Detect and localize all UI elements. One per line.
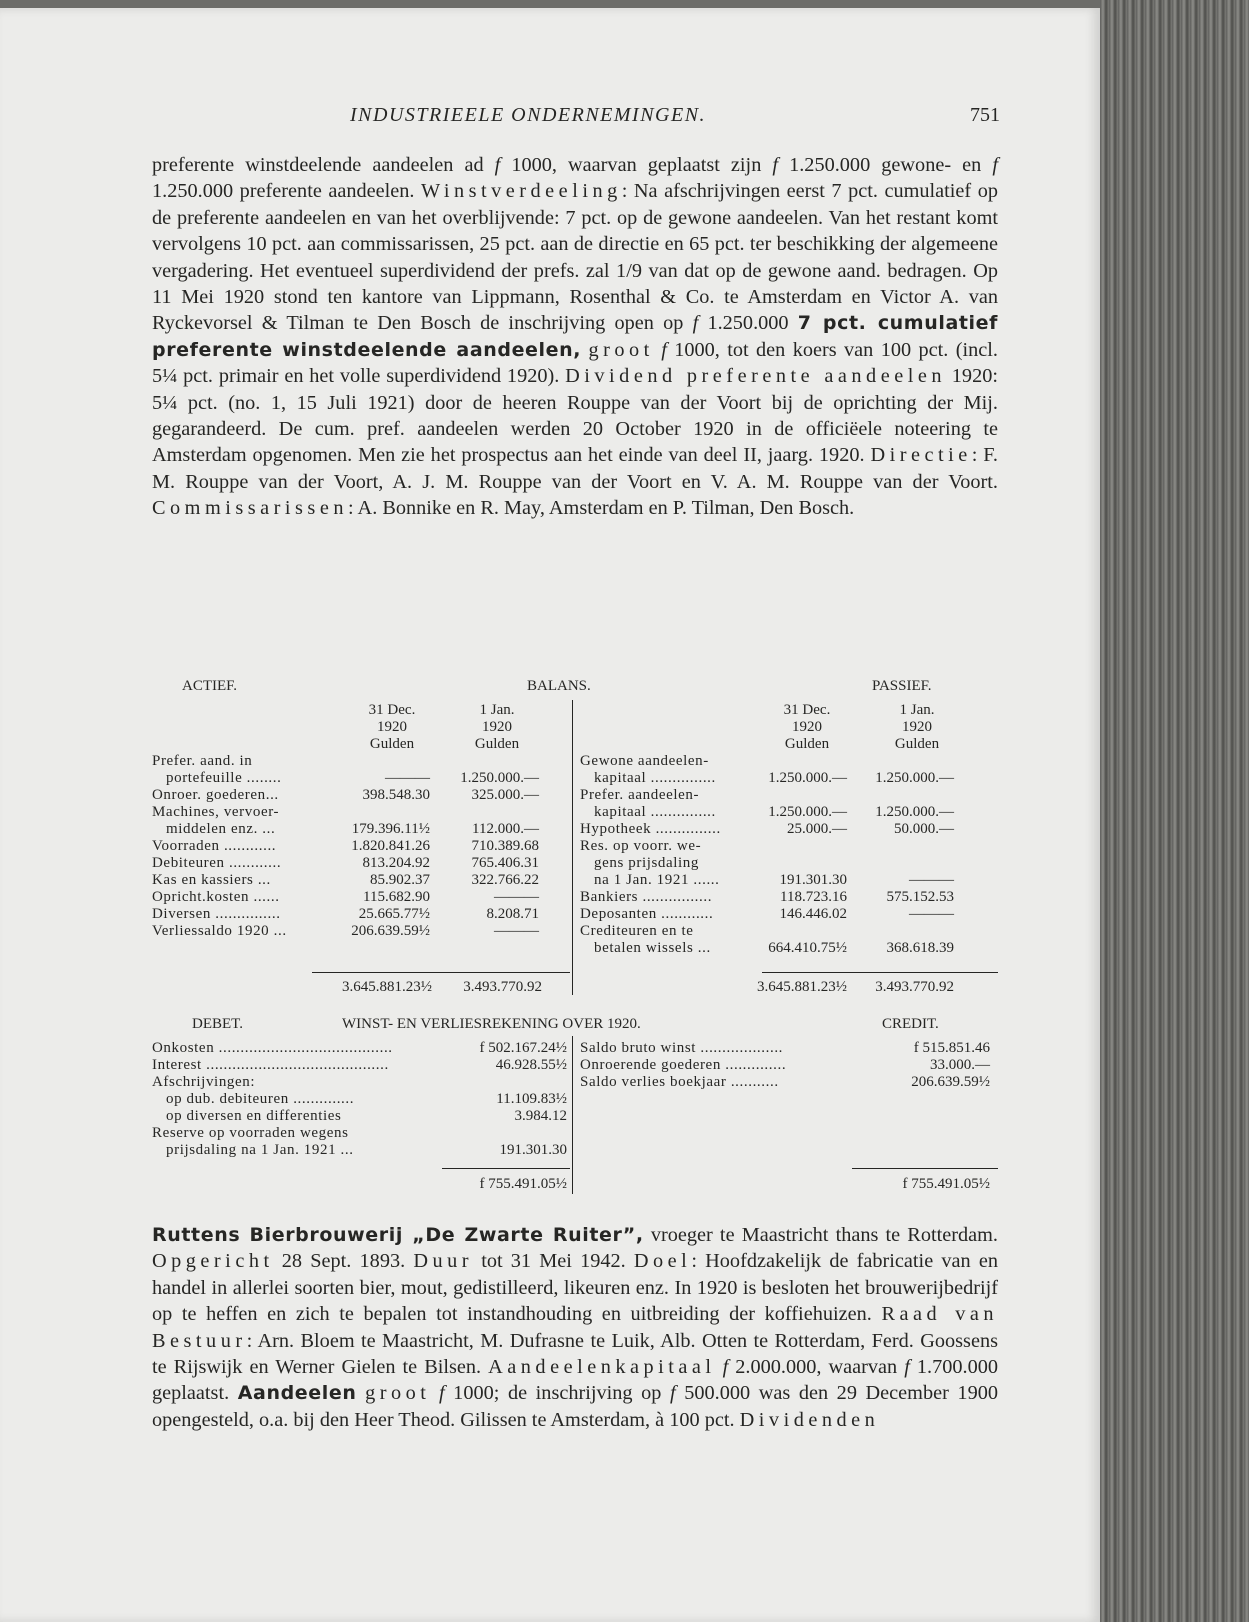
actief-label: ACTIEF.: [182, 678, 238, 694]
ruttens-text: 1.700.000 geplaatst.: [152, 1356, 998, 1405]
actief-row-value-1920: ———: [385, 770, 430, 786]
passief-row-value-1920: 146.446.02: [779, 906, 847, 922]
ruttens-spaced-term: Aandeelenkapitaal: [488, 1356, 716, 1379]
ruttens-spaced-term: Doel: [633, 1250, 692, 1273]
intro-bold-term: 7 pct. cumulatief preferente winstdeelende aandeelen,: [152, 312, 999, 361]
actief-row-value-1920: 25.665.77½: [358, 906, 430, 922]
ruttens-text: f: [438, 1382, 445, 1405]
ruttens-text: 1000; de inschrijving op: [444, 1382, 670, 1405]
actief-row-value-jan: 765.406.31: [471, 855, 539, 871]
debet-row-label: Onkosten ........................................: [152, 1040, 393, 1056]
actief-row-value-jan: 1.250.000.—: [460, 770, 539, 786]
passief-row-value-jan: ———: [909, 906, 954, 922]
intro-text: 1.250.000: [698, 312, 798, 335]
debet-total: f 755.491.05½: [479, 1176, 567, 1192]
passief-row-value-1920: 118.723.16: [780, 889, 847, 905]
actief-row-label: Machines, vervoer-: [152, 804, 280, 820]
intro-text: f: [992, 154, 998, 176]
actief-row-value-1920: 179.396.11½: [351, 821, 430, 837]
passief-row-value-jan: 50.000.—: [894, 821, 954, 837]
balance-divider: [572, 700, 573, 995]
actief-row-value-jan: ———: [494, 923, 539, 939]
ruttens-text: 28 Sept. 1893.: [273, 1250, 414, 1273]
passief-row-value-jan: 1.250.000.—: [875, 770, 954, 786]
passief-row-label: betalen wissels ...: [594, 940, 711, 956]
ruttens-spaced-term: Raad van Bestuur: [152, 1303, 998, 1352]
passief-row-label: Prefer. aandeelen-: [580, 787, 700, 803]
actief-row-label: Opricht.kosten ......: [152, 889, 280, 905]
running-header: [150, 104, 1000, 132]
debet-row-label: Afschrijvingen:: [152, 1074, 256, 1090]
actief-row-value-1920: 1.820.841.26: [351, 838, 430, 854]
passief-row-value-1920: 1.250.000.—: [768, 770, 847, 786]
debet-row-label: op diversen en differenties: [166, 1108, 342, 1124]
intro-text: f: [772, 154, 779, 176]
actief-total-jan: 3.493.770.92: [463, 979, 542, 995]
passief-header-1920: 1920: [792, 719, 822, 735]
ruttens-spaced-term: Opgericht: [152, 1250, 274, 1273]
actief-row-label: Kas en kassiers ...: [152, 872, 271, 888]
ruttens-spaced-term: groot: [365, 1382, 431, 1405]
credit-row-value: 33.000.—: [930, 1057, 990, 1073]
intro-spaced-term: Winstverdeeling: [421, 180, 622, 203]
ruttens-text: tot 31 Mei 1942.: [473, 1250, 634, 1273]
actief-header-jan: 1 Jan.: [479, 702, 515, 718]
actief-row-label: Verliessaldo 1920 ...: [152, 923, 287, 939]
actief-header-1920: 31 Dec.: [368, 702, 416, 718]
passief-row-value-jan: 575.152.53: [886, 889, 954, 905]
passief-row-label: Res. op voorr. we-: [580, 838, 702, 854]
ruttens-text: [430, 1382, 439, 1404]
passief-total-rule: [762, 972, 998, 973]
intro-spaced-term: Dividend preferente aandeelen: [565, 365, 946, 388]
ruttens-bold-term: Ruttens Bierbrouwerij „De Zwarte Ruiter”,: [152, 1224, 644, 1246]
intro-text: 1000, tot den koers van 100 pct. (incl. 5¼ pct. primair en het volle superdividend 1920).: [152, 338, 998, 388]
ruttens-text: : Arn. Bloem te Maastricht, M. Dufrasne te Luik, Alb. Otten te Rotterdam, Ferd. Goossens te Rijswijk en Werner Gielen te Bilsen.: [152, 1329, 998, 1379]
intro-paragraph: [152, 152, 998, 522]
balance-sheet: [152, 678, 998, 994]
passief-row-label: Gewone aandeelen-: [580, 753, 709, 769]
passief-row-label: na 1 Jan. 1921 ......: [594, 872, 720, 888]
passief-row-label: Deposanten ............: [580, 906, 714, 922]
passief-row-value-jan: ———: [909, 872, 954, 888]
actief-row-value-jan: 710.389.68: [471, 838, 539, 854]
book-spine: [1100, 0, 1249, 1622]
wv-title: WINST- EN VERLIESREKENING OVER 1920.: [342, 1016, 641, 1032]
passief-header-jan: 1 Jan.: [899, 702, 935, 718]
ruttens-text: [716, 1356, 723, 1378]
debet-row-label: Interest ..........................................: [152, 1057, 389, 1073]
actief-row-value-jan: ———: [494, 889, 539, 905]
passief-total-jan: 3.493.770.92: [875, 979, 954, 995]
debet-row-label: Reserve op voorraden wegens: [152, 1125, 349, 1141]
actief-row-value-1920: 85.902.37: [370, 872, 430, 888]
running-title: INDUSTRIEELE ONDERNEMINGEN.: [350, 104, 707, 126]
passief-total-1920: 3.645.881.23½: [757, 979, 847, 995]
ruttens-text: f: [904, 1356, 910, 1379]
balans-title: BALANS.: [527, 678, 591, 694]
ruttens-bold-term: Aandeelen: [237, 1382, 357, 1405]
debet-row-value: 3.984.12: [514, 1108, 567, 1124]
actief-total-1920: 3.645.881.23½: [342, 979, 432, 995]
debet-row-value: 46.928.55½: [495, 1057, 567, 1073]
intro-text: f: [692, 312, 699, 335]
passief-row-value-jan: 368.618.39: [886, 940, 954, 956]
ruttens-text: [357, 1382, 366, 1404]
intro-text: 1/9: [616, 259, 642, 282]
profit-loss-account: [152, 1016, 998, 1196]
page-number: 751: [970, 104, 1000, 126]
ruttens-text: : Hoofdzakelijk de fabricatie van en handel in allerlei soorten bier, mout, gedistilleerd, likeuren enz. In 1920 is besloten het brouwerijbedrijf op te heffen en zich te bepalen tot instandhouding en uitbreiding der koffiehuizen.: [152, 1250, 998, 1326]
wv-divider: [572, 1036, 573, 1194]
actief-total-rule: [312, 972, 570, 973]
actief-row-label: Voorraden ............: [152, 838, 277, 854]
intro-text: van dat op de gewone aand. bedragen. Op 11 Mei 1920 stond ten kantore van Lippmann, Rosenthal & Co. te Amsterdam en Victor A. van Ryckevorsel & Tilman te Den Bosch de inschrijving open op: [152, 259, 998, 335]
actief-row-value-jan: 325.000.—: [471, 787, 539, 803]
passief-row-label: Crediteuren en te: [580, 923, 694, 939]
debet-row-value: 11.109.83½: [496, 1091, 567, 1107]
actief-row-label: portefeuille ........: [166, 770, 282, 786]
credit-total-rule: [852, 1168, 998, 1169]
actief-row-value-1920: 813.204.92: [362, 855, 430, 871]
ruttens-text: f: [670, 1382, 676, 1405]
credit-row-label: Onroerende goederen ..............: [580, 1057, 787, 1073]
ruttens-spaced-term: Dividenden: [739, 1408, 880, 1431]
actief-row-label: middelen enz. ...: [166, 821, 276, 837]
intro-text: 1000, waarvan geplaatst zijn: [500, 154, 773, 176]
passief-header-jan: 1920: [902, 719, 932, 735]
actief-row-value-1920: 115.682.90: [363, 889, 430, 905]
intro-spaced-term: Directie: [870, 444, 972, 467]
ruttens-text: vroeger te Maastricht thans te Rotterdam.: [643, 1224, 998, 1246]
intro-text: preferente winstdeelende aandeelen ad: [152, 154, 495, 176]
passief-row-value-1920: 1.250.000.—: [768, 804, 847, 820]
credit-row-value: 206.639.59½: [911, 1074, 990, 1090]
intro-text: f: [661, 338, 667, 361]
ruttens-paragraph: [152, 1222, 998, 1433]
ruttens-spaced-term: Duur: [413, 1250, 474, 1273]
intro-text: 1.250.000 preferente aandeelen.: [152, 180, 422, 203]
actief-row-label: Debiteuren ............: [152, 855, 282, 871]
passief-row-label: kapitaal ...............: [594, 770, 716, 786]
ruttens-text: 500.000 was den 29 December 1900 opengesteld, o.a. bij den Heer Theod. Gilissen te Amsterdam, à 100 pct.: [152, 1382, 998, 1431]
passief-header-jan: Gulden: [894, 736, 940, 752]
actief-row-value-1920: 398.548.30: [362, 787, 430, 803]
intro-text: : Na afschrijvingen eerst 7 pct. cumulatief op de preferente aandeelen en van het overblijvende: 7 pct. op de gewone aandeelen. Van het restant komt vervolgens 10 pct. aan commissarissen, 25 pct. aan de directie en 65 pct. ter beschikking der algemeene vergadering. Het eventueel superdividend der prefs. zal: [152, 180, 998, 282]
actief-row-value-1920: 206.639.59½: [351, 923, 430, 939]
debet-row-value: f 502.167.24½: [479, 1040, 567, 1056]
credit-row-label: Saldo bruto winst ...................: [580, 1040, 784, 1056]
actief-header-jan: Gulden: [474, 736, 520, 752]
intro-spaced-term: groot: [588, 338, 654, 361]
debet-row-value: 191.301.30: [499, 1142, 567, 1158]
actief-row-value-jan: 112.000.—: [472, 821, 539, 837]
intro-spaced-term: Commissarissen: [152, 497, 348, 520]
actief-header-jan: 1920: [482, 719, 512, 735]
passief-row-label: Hypotheek ...............: [580, 821, 721, 837]
passief-row-label: gens prijsdaling: [594, 855, 700, 871]
passief-row-value-jan: 1.250.000.—: [875, 804, 954, 820]
passief-row-value-1920: 191.301.30: [779, 872, 847, 888]
passief-row-value-1920: 664.410.75½: [768, 940, 847, 956]
passief-label: PASSIEF.: [872, 678, 932, 694]
credit-label: CREDIT.: [882, 1016, 939, 1032]
actief-row-value-jan: 8.208.71: [486, 906, 539, 922]
passief-row-label: Bankiers ................: [580, 889, 713, 905]
intro-text: f: [494, 154, 501, 176]
actief-header-1920: Gulden: [369, 736, 415, 752]
actief-row-label: Diversen ...............: [152, 906, 281, 922]
intro-text: : F. M. Rouppe van der Voort, A. J. M. Rouppe van der Voort en V. A. M. Rouppe van der Voort.: [152, 444, 998, 493]
passief-row-label: kapitaal ...............: [594, 804, 716, 820]
passief-row-value-1920: 25.000.—: [787, 821, 847, 837]
ruttens-text: 2.000.000, waarvan: [728, 1356, 905, 1379]
actief-row-value-jan: 322.766.22: [471, 872, 539, 888]
intro-text: 1920: 5¼ pct. (no. 1, 15 Juli 1921) door de heeren Rouppe van der Voort bij de oprichting der Mij. gegarandeerd. De cum. pref. aandeelen werden 20 October 1920 in de officiëele noteering te Amsterdam opgenomen. Men zie het prospectus aan het einde van deel II, jaarg. 1920.: [152, 365, 998, 467]
debet-row-label: op dub. debiteuren ..............: [166, 1091, 355, 1107]
passief-header-1920: Gulden: [784, 736, 830, 752]
actief-row-label: Prefer. aand. in: [152, 753, 253, 769]
credit-row-value: f 515.851.46: [913, 1040, 990, 1056]
credit-row-label: Saldo verlies boekjaar ...........: [580, 1074, 779, 1090]
ruttens-text: f: [722, 1356, 729, 1379]
intro-text: : A. Bonnike en R. May, Amsterdam en P. Tilman, Den Bosch.: [347, 497, 855, 520]
intro-text: 1.250.000 gewone- en: [778, 154, 993, 176]
actief-row-label: Onroer. goederen...: [152, 787, 279, 803]
debet-row-label: prijsdaling na 1 Jan. 1921 ...: [166, 1142, 354, 1158]
actief-header-1920: 1920: [377, 719, 407, 735]
debet-total-rule: [442, 1168, 570, 1169]
credit-total: f 755.491.05½: [902, 1176, 990, 1192]
debet-label: DEBET.: [192, 1016, 243, 1032]
passief-header-1920: 31 Dec.: [783, 702, 831, 718]
